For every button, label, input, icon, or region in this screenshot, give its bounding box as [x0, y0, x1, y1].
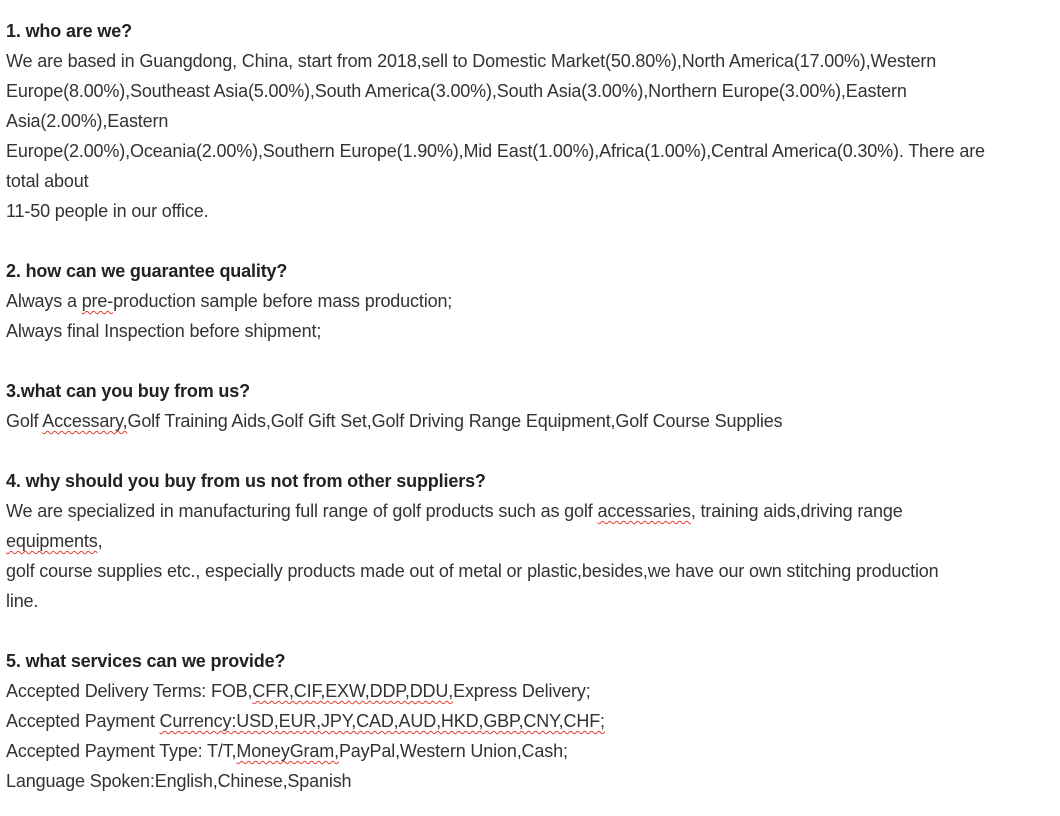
text-segment: Golf [6, 411, 43, 431]
section-4-line-3: golf course supplies etc., especially products made out of metal or plastic,besides,we have our own stitching production [6, 561, 939, 581]
section-4-heading: 4. why should you buy from us not from other suppliers? [6, 471, 486, 491]
spellcheck-flagged-word: accessaries [597, 501, 691, 521]
spellcheck-flagged-word: CFR,CIF,EXW,DDP,DDU, [252, 681, 454, 701]
text-segment: Accepted Payment Type: T/T, [6, 741, 237, 761]
section-2-line-1 [6, 286, 1060, 316]
section-1-line-5: total about [6, 171, 89, 191]
spellcheck-flagged-word: Currency:USD,EUR,JPY,CAD,AUD,HKD,GBP,CNY,CHF; [159, 711, 605, 731]
spellcheck-flagged-word: MoneyGram, [236, 741, 339, 761]
section-5-line-3 [6, 736, 1060, 766]
section-spacer [6, 436, 1060, 466]
section-spacer [6, 616, 1060, 646]
section-1-line-4: Europe(2.00%),Oceania(2.00%),Southern Europe(1.90%),Mid East(1.00%),Africa(1.00%),Central America(0.30%). There are [6, 141, 985, 161]
text-segment: We are specialized in manufacturing full range of golf products such as golf [6, 501, 598, 521]
section-5-heading: 5. what services can we provide? [6, 651, 286, 671]
section-3-line-1 [6, 406, 1060, 436]
section-spacer [6, 346, 1060, 376]
section-2-heading: 2. how can we guarantee quality? [6, 261, 288, 281]
text-segment: , training aids,driving range [690, 501, 903, 521]
section-spacer [6, 226, 1060, 256]
spellcheck-flagged-word: equipments [6, 531, 98, 551]
text-segment: production sample before mass production; [113, 291, 453, 311]
text-segment: Always a [6, 291, 82, 311]
section-1-line-3: Asia(2.00%),Eastern [6, 111, 169, 131]
section-5-line-1 [6, 676, 1060, 706]
text-segment: Golf Training Aids,Golf Gift Set,Golf Driving Range Equipment,Golf Course Supplies [127, 411, 783, 431]
text-segment: Express Delivery; [453, 681, 591, 701]
section-5-line-2 [6, 706, 1060, 736]
section-4-line-2 [6, 526, 1060, 556]
text-segment: PayPal,Western Union,Cash; [338, 741, 568, 761]
section-1-line-6: 11-50 people in our office. [6, 201, 209, 221]
section-4-line-4: line. [6, 591, 39, 611]
section-1-line-2: Europe(8.00%),Southeast Asia(5.00%),South America(3.00%),South Asia(3.00%),Northern Europe(3.00%),Eastern [6, 81, 907, 101]
section-2-line-2: Always final Inspection before shipment; [6, 321, 322, 341]
section-1-heading: 1. who are we? [6, 21, 132, 41]
section-1-line-1: We are based in Guangdong, China, start from 2018,sell to Domestic Market(50.80%),North America(17.00%),Western [6, 51, 937, 71]
text-segment: , [97, 531, 103, 551]
section-4-line-1 [6, 496, 1060, 526]
spellcheck-flagged-word: Accessary, [42, 411, 128, 431]
text-segment: Accepted Delivery Terms: FOB, [6, 681, 253, 701]
section-3-heading: 3.what can you buy from us? [6, 381, 250, 401]
spellcheck-flagged-word: pre- [81, 291, 114, 311]
section-5-line-4: Language Spoken:English,Chinese,Spanish [6, 771, 352, 791]
text-segment: Accepted Payment [6, 711, 160, 731]
